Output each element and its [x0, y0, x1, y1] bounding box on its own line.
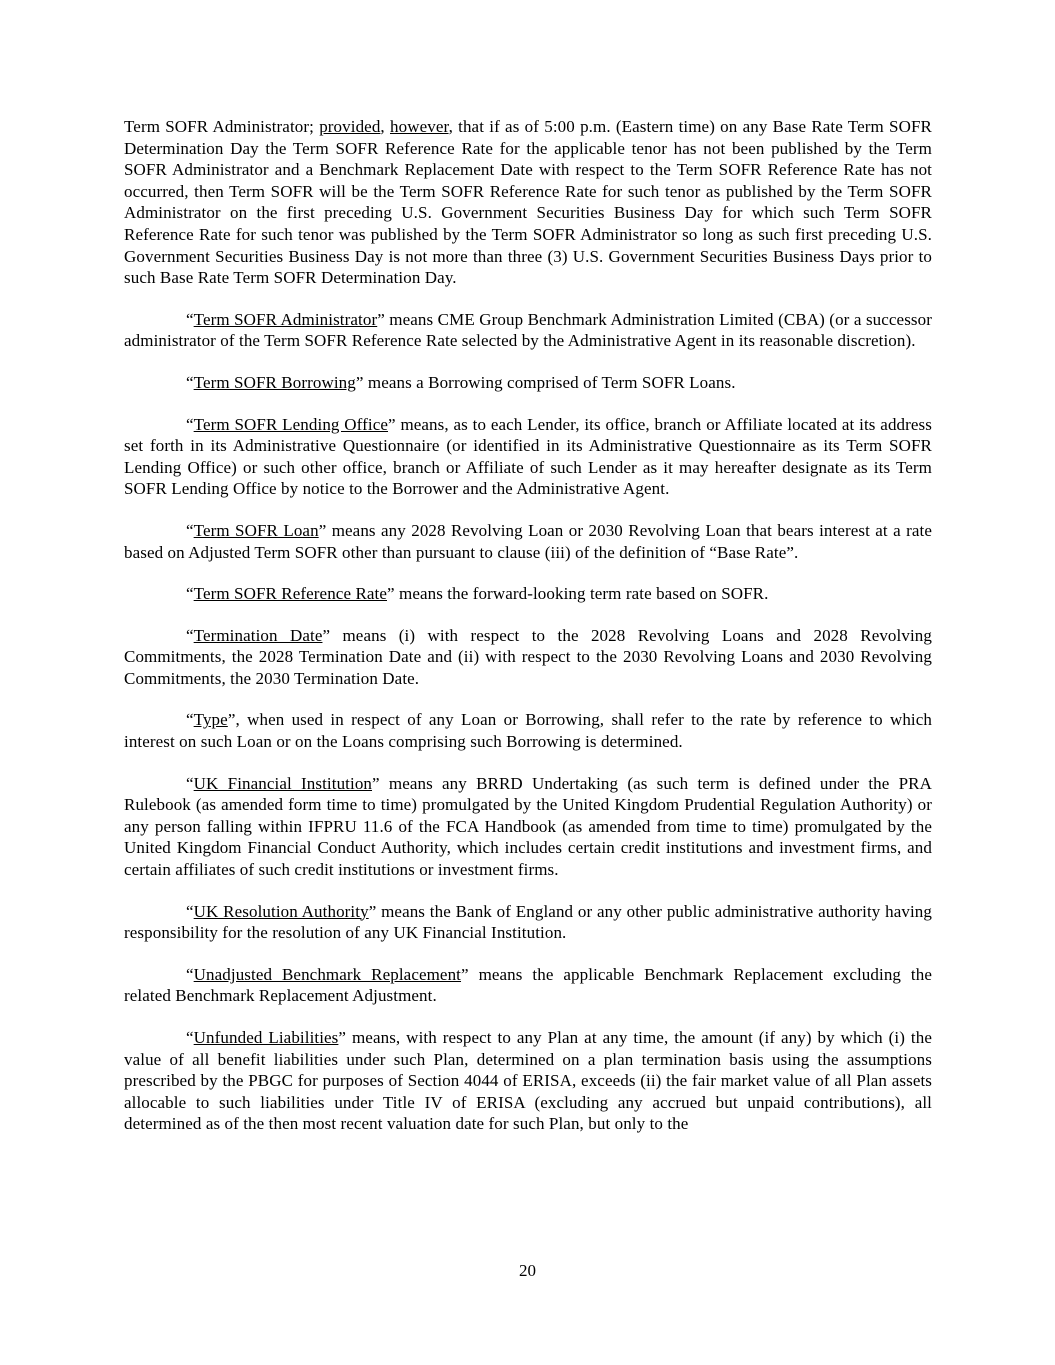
- defined-term: Unadjusted Benchmark Replacement: [193, 964, 462, 984]
- paragraph-text: ” means a Borrowing comprised of Term SOFR Loans.: [355, 372, 736, 392]
- paragraph: [124, 964, 932, 1007]
- paragraph: [124, 583, 932, 605]
- paragraph-text: ” means (i) with respect to the 2028 Revolving Loans and 2028 Revolving Commitments, the 2028 Termination Date and (ii) with respect to the 2030 Revolving Loans and 2030 Revolving Commitments, the 2030 Termination Date.: [124, 625, 932, 688]
- paragraph-text: ” means any BRRD Undertaking (as such term is defined under the PRA Rulebook (as amended form time to time) promulgated by the United Kingdom Prudential Regulation Authority) or any person falling within IFPRU 11.6 of the FCA Handbook (as amended from time to time) promulgated by the United Kingdom Financial Conduct Authority, which includes certain credit institutions and investment firms, and certain affiliates of such credit institutions or investment firms.: [124, 773, 932, 880]
- paragraph-text: “: [186, 901, 194, 921]
- defined-term: Term SOFR Reference Rate: [193, 584, 387, 604]
- defined-term: however: [390, 117, 449, 136]
- defined-term: UK Resolution Authority: [193, 901, 369, 921]
- paragraph-text: “: [186, 520, 194, 540]
- defined-term: Unfunded Liabilities: [193, 1028, 339, 1047]
- paragraph-text: “: [186, 372, 194, 392]
- page-number: 20: [519, 1261, 536, 1280]
- defined-term: Type: [193, 710, 228, 730]
- paragraph: [124, 309, 932, 352]
- paragraph: [124, 901, 932, 944]
- paragraph-text: “: [186, 710, 194, 730]
- defined-term: Term SOFR Borrowing: [193, 372, 356, 392]
- paragraph-text: ” means any 2028 Revolving Loan or 2030 Revolving Loan that bears interest at a rate based on Adjusted Term SOFR other than pursuant to clause (iii) of the definition of “Base Rate”.: [124, 520, 933, 562]
- paragraph-text: “: [186, 773, 194, 793]
- defined-term: provided: [319, 117, 381, 136]
- paragraph-text: ” means, with respect to any Plan at any time, the amount (if any) by which (i) the value of all benefit liabilities under such Plan, determined on a plan termination basis using the assumptions prescribed by the PBGC for purposes of Section 4044 of ERISA, exceeds (ii) the fair market value of all Plan assets allocable to such liabilities under Title IV of ERISA (excluding any accrued but unpaid contributions), all determined as of the then most recent valuation date for such Plan, but only to the: [124, 1028, 932, 1134]
- paragraph-text: Term SOFR Administrator;: [124, 117, 320, 136]
- paragraph-text: “: [186, 414, 194, 434]
- paragraph-text: ” means CME Group Benchmark Administration Limited (CBA) (or a successor administrator of the Term SOFR Reference Rate selected by the Administrative Agent in its reasonable discretion).: [124, 309, 932, 351]
- paragraph-text: ” means the Bank of England or any other public administrative authority having responsibility for the resolution of any UK Financial Institution.: [124, 901, 932, 943]
- paragraph-text: “: [186, 309, 194, 329]
- paragraph: [124, 116, 932, 289]
- paragraph: [124, 773, 932, 881]
- paragraph: [124, 625, 932, 690]
- paragraph-text: ” means the applicable Benchmark Replacement excluding the related Benchmark Replacement Adjustment.: [124, 964, 932, 1006]
- paragraph-text: ”, when used in respect of any Loan or Borrowing, shall refer to the rate by reference to which interest on such Loan or on the Loans comprising such Borrowing is determined.: [124, 710, 932, 752]
- paragraph-text: ,: [380, 117, 390, 136]
- paragraph-text: , that if as of 5:00 p.m. (Eastern time) on any Base Rate Term SOFR Determination Day the Term SOFR Reference Rate for the applicable tenor has not been published by the Term SOFR Administrator and a Benchmark Replacement Date with respect to the Term SOFR Reference Rate has not occurred, then Term SOFR will be the Term SOFR Reference Rate for such tenor as published by the Term SOFR Administrator on the first preceding U.S. Government Securities Business Day for which such Term SOFR Reference Rate for such tenor was published by the Term SOFR Administrator so long as such first preceding U.S. Government Securities Business Day is not more than three (3) U.S. Government Securities Business Days prior to such Base Rate Term SOFR Determination Day.: [124, 117, 932, 288]
- defined-term: Term SOFR Administrator: [193, 309, 378, 329]
- paragraph-text: ” means the forward-looking term rate based on SOFR.: [387, 584, 769, 604]
- defined-term: Term SOFR Loan: [193, 520, 319, 540]
- paragraph: [124, 520, 932, 563]
- defined-term: Termination Date: [193, 625, 323, 645]
- paragraph: [124, 1027, 932, 1135]
- paragraph: [124, 372, 932, 394]
- paragraph-text: ” means, as to each Lender, its office, branch or Affiliate located at its address set forth in its Administrative Questionnaire (or identified in its Administrative Questionnaire as its Term SOFR Lending Office) or such other office, branch or Affiliate of such Lender as it may hereafter designate as its Term SOFR Lending Office by notice to the Borrower and the Administrative Agent.: [124, 414, 932, 499]
- paragraph: [124, 709, 932, 752]
- defined-term: Term SOFR Lending Office: [193, 414, 389, 434]
- paragraph-text: “: [186, 964, 194, 984]
- paragraph: [124, 414, 932, 500]
- defined-term: UK Financial Institution: [193, 773, 373, 793]
- paragraph-text: “: [186, 1028, 194, 1047]
- document-body: [124, 116, 932, 1155]
- paragraph-text: “: [186, 584, 194, 604]
- paragraph-text: “: [186, 625, 194, 645]
